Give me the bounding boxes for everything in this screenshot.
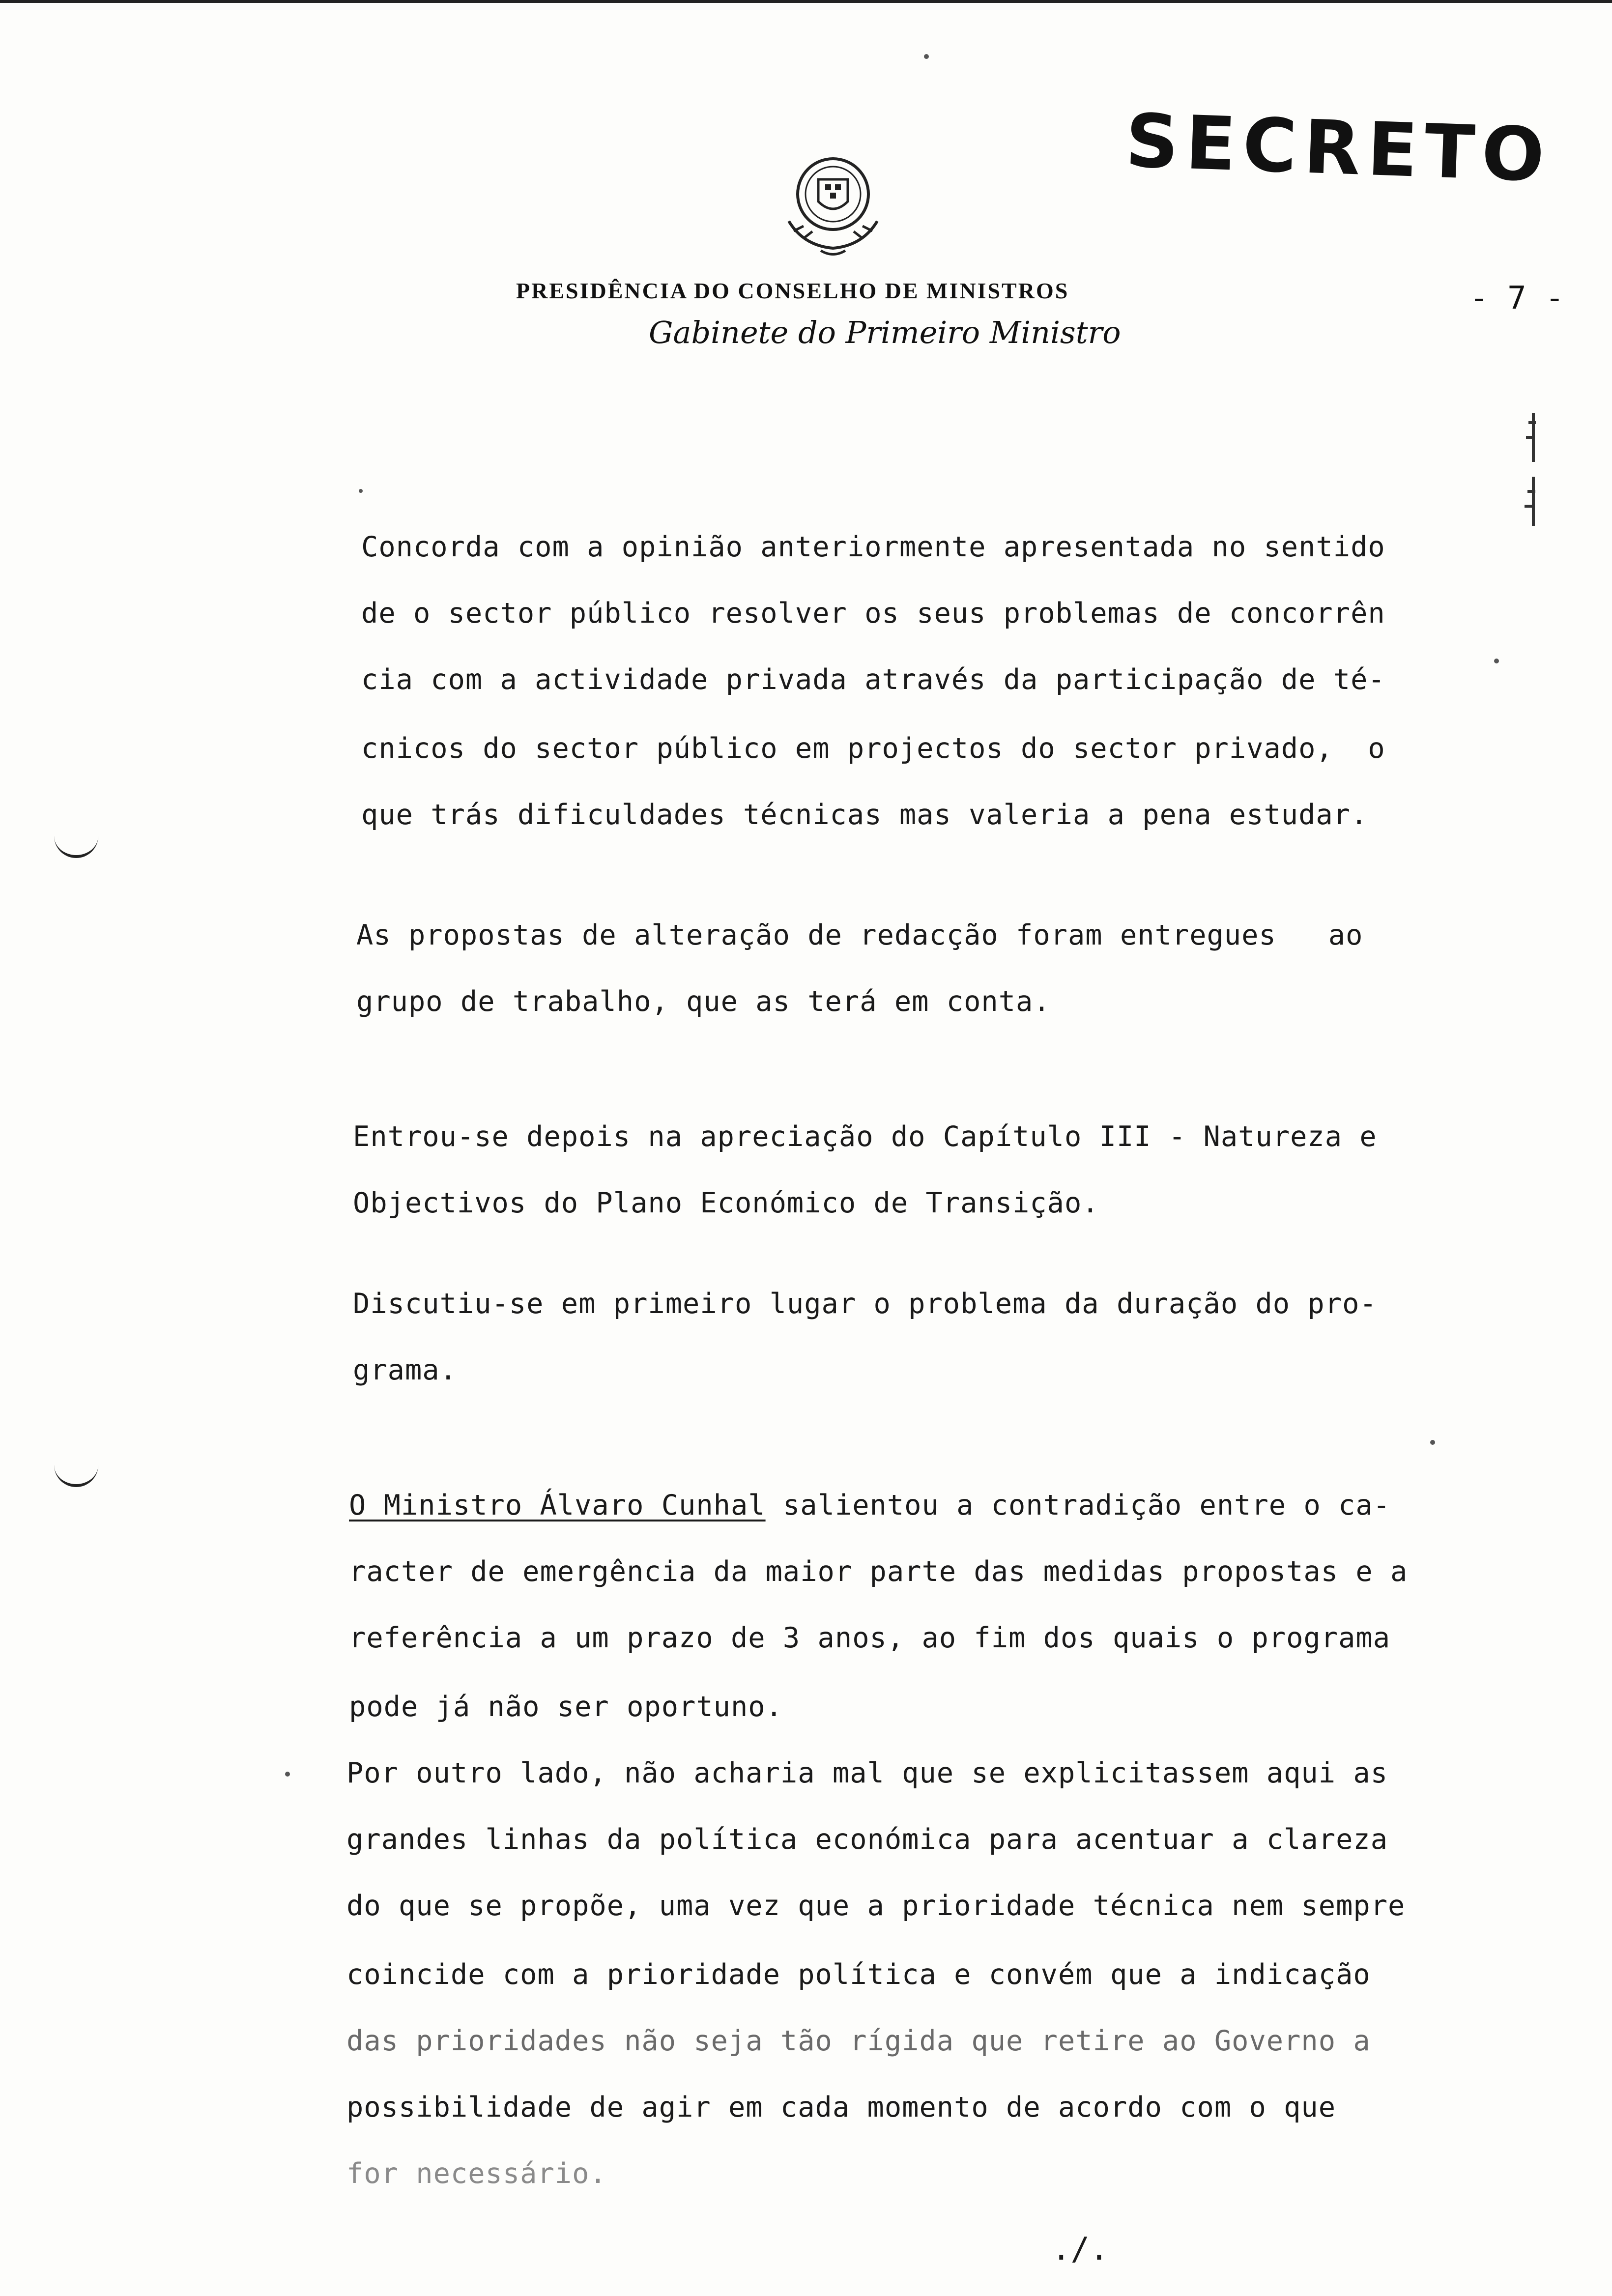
body-line: das prioridades não seja tão rígida que retire ao Governo a: [346, 2025, 1371, 2057]
paper-speck: [924, 54, 929, 59]
body-line: possibilidade de agir em cada momento de acordo com o que: [346, 2091, 1336, 2124]
body-line: Por outro lado, não acharia mal que se explicitassem aqui as: [346, 1757, 1388, 1789]
continuation-mark: ./.: [1052, 2231, 1109, 2267]
body-line: racter de emergência da maior parte das medidas propostas e a: [349, 1555, 1408, 1588]
body-line-text: salientou a contradição entre o ca-: [782, 1489, 1391, 1521]
paper-speck: [1430, 1440, 1435, 1445]
body-line: coincide com a prioridade política e convém que a indicação: [346, 1958, 1371, 1991]
margin-check-mark: [54, 1464, 98, 1487]
paper-speck: [1494, 659, 1499, 663]
body-line: de o sector público resolver os seus problemas de concorrên: [361, 597, 1385, 630]
body-line: do que se propõe, uma vez que a prioridade técnica nem sempre: [346, 1890, 1406, 1922]
body-line: grupo de trabalho, que as terá em conta.: [356, 985, 1051, 1018]
body-line: Concorda com a opinião anteriormente apresentada no sentido: [361, 531, 1385, 563]
body-line: As propostas de alteração de redacção foram entregues ao: [356, 919, 1363, 951]
paper-speck: [359, 489, 363, 493]
body-line: for necessário.: [346, 2157, 607, 2190]
secret-stamp: SECRETO: [1124, 98, 1553, 199]
page-number: - 7 -: [1469, 280, 1564, 316]
header-title: PRESIDÊNCIA DO CONSELHO DE MINISTROS: [516, 278, 1069, 303]
speaker-name: O Ministro Álvaro Cunhal: [349, 1489, 766, 1521]
body-line: Objectivos do Plano Económico de Transição.: [353, 1187, 1099, 1219]
body-line: referência a um prazo de 3 anos, ao fim dos quais o programa: [349, 1622, 1391, 1654]
body-line: grama.: [353, 1354, 457, 1386]
edge-binding-marks: [1499, 403, 1543, 531]
coat-of-arms-emblem: [774, 147, 892, 260]
paper-speck: [285, 1772, 290, 1777]
top-edge-rule: [0, 0, 1612, 3]
body-line: pode já não ser oportuno.: [349, 1691, 783, 1723]
body-line: que trás dificuldades técnicas mas valeria a pena estudar.: [361, 799, 1368, 831]
header-subtitle: Gabinete do Primeiro Ministro: [649, 315, 1121, 350]
margin-check-mark: [54, 835, 98, 858]
body-line: Discutiu-se em primeiro lugar o problema da duração do pro-: [353, 1288, 1377, 1320]
body-line: cnicos do sector público em projectos do sector privado, o: [361, 732, 1385, 765]
body-line-with-speaker: [349, 1489, 1390, 1521]
body-line: grandes linhas da política económica para acentuar a clareza: [346, 1823, 1388, 1856]
body-line: Entrou-se depois na apreciação do Capítulo III - Natureza e: [353, 1120, 1377, 1153]
body-line: cia com a actividade privada através da participação de té-: [361, 663, 1385, 696]
